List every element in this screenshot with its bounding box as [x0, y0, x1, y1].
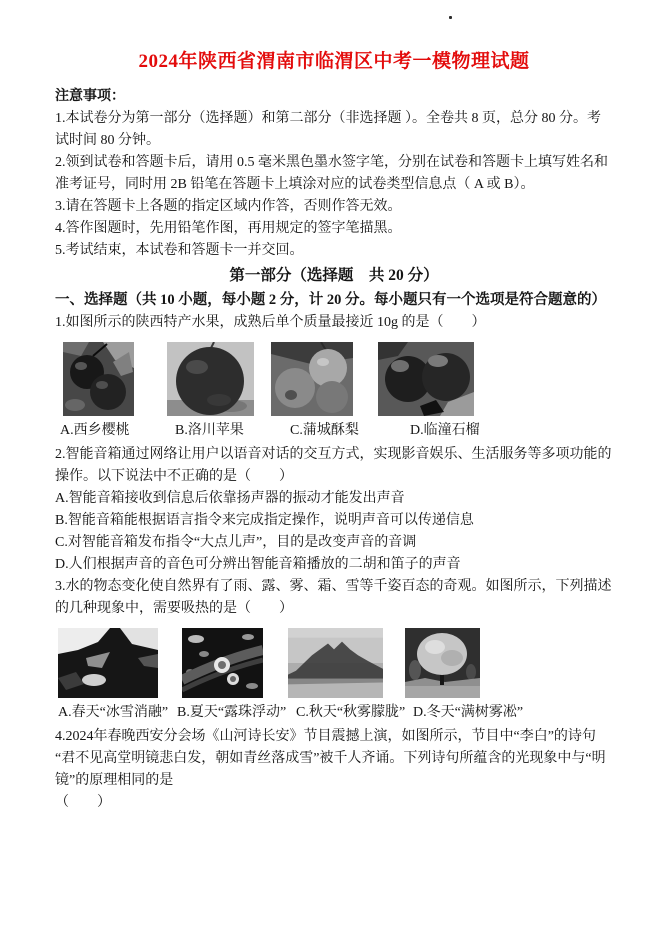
question-2 [55, 444, 613, 576]
pucheng-pear-photo [271, 342, 353, 416]
question-1-options [55, 420, 613, 442]
question-4-blank: （ ） [55, 795, 111, 810]
notice-item-4: 4.答作图题时，先用铅笔作图，再用规定的签字笔描黑。 [55, 221, 402, 236]
q2-option-c: C.对智能音箱发布指令“大点儿声”，目的是改变声音的音调 [55, 535, 417, 550]
q3-option-d: D.冬天“满树雾凇” [413, 705, 524, 720]
autumn-fog-photo [288, 628, 383, 698]
xixiang-cherry-photo [63, 342, 134, 416]
q1-option-a: A.西乡樱桃 [60, 423, 130, 438]
notice-section [55, 86, 613, 262]
q3-option-a: A.春天“冰雪消融” [58, 705, 169, 720]
page-title: 2024年陕西省渭南市临渭区中考一模物理试题 [138, 51, 530, 72]
lintong-pomegranate-photo [378, 342, 474, 416]
question-1 [55, 312, 613, 442]
melting-snow-photo [58, 628, 158, 698]
question-4-text: 4.2024年春晚西安分会场《山河诗长安》节目震撼上演，如图所示，节目中“李白”的诗句“君不见高堂明镜悲白发，朝如青丝落成雪”被千人齐诵。下列诗句所蕴含的光现象中与“明镜”的原理相同的是 [55, 729, 606, 788]
question-2-text: 2.智能音箱通过网络让用户以语音对话的交互方式，实现影音娱乐、生活服务等多项功能的操作。以下说法中不正确的是（ ） [55, 447, 612, 484]
section1-subheading: 一、选择题（共 10 小题，每小题 2 分，计 20 分。每小题只有一个选项是符合题意的） [55, 292, 606, 308]
question-3 [55, 576, 613, 724]
q2-option-b: B.智能音箱能根据语言指令来完成指定操作，说明声音可以传递信息 [55, 513, 474, 528]
question-3-images [55, 628, 613, 698]
notice-heading: 注意事项： [55, 89, 125, 104]
notice-item-1: 1.本试卷分为第一部分（选择题）和第二部分（非选择题 ）。全卷共 8 页，总分 80 分。考试时间 80 分钟。 [55, 111, 601, 148]
section1-heading: 第一部分（选择题 共 20 分） [229, 267, 439, 284]
q1-option-d: D.临潼石榴 [410, 423, 480, 438]
stray-dot-mark [449, 16, 452, 19]
dew-drops-photo [182, 628, 263, 698]
notice-item-2: 2.领到试卷和答题卡后，请用 0.5 毫米黑色墨水签字笔，分别在试卷和答题卡上填写姓名和准考证号，同时用 2B 铅笔在答题卡上填涂对应的试卷类型信息点（ A 或 B）。 [55, 155, 608, 192]
notice-item-5: 5.考试结束，本试卷和答题卡一并交回。 [55, 243, 304, 258]
question-4 [55, 726, 613, 814]
question-2-options [55, 488, 613, 576]
question-3-text: 3.水的物态变化使自然界有了雨、露、雾、霜、雪等千姿百态的奇观。如图所示，下列描述的几种现象中，需要吸热的是（ ） [55, 579, 612, 616]
luochuan-apple-photo [167, 342, 254, 416]
rime-tree-photo [405, 628, 480, 698]
notice-item-3: 3.请在答题卡上各题的指定区域内作答，否则作答无效。 [55, 199, 402, 214]
question-3-options [55, 702, 613, 724]
q1-option-c: C.蒲城酥梨 [290, 423, 359, 438]
q1-option-b: B.洛川苹果 [175, 423, 244, 438]
question-1-text: 1.如图所示的陕西特产水果，成熟后单个质量最接近 10g 的是（ ） [55, 315, 486, 330]
q2-option-d: D.人们根据声音的音色可分辨出智能音箱播放的二胡和笛子的声音 [55, 557, 461, 572]
q3-option-b: B.夏天“露珠浮动” [177, 705, 287, 720]
question-1-images [55, 342, 613, 416]
q2-option-a: A.智能音箱接收到信息后依靠扬声器的振动才能发出声音 [55, 491, 405, 506]
q3-option-c: C.秋天“秋雾朦胧” [296, 705, 406, 720]
